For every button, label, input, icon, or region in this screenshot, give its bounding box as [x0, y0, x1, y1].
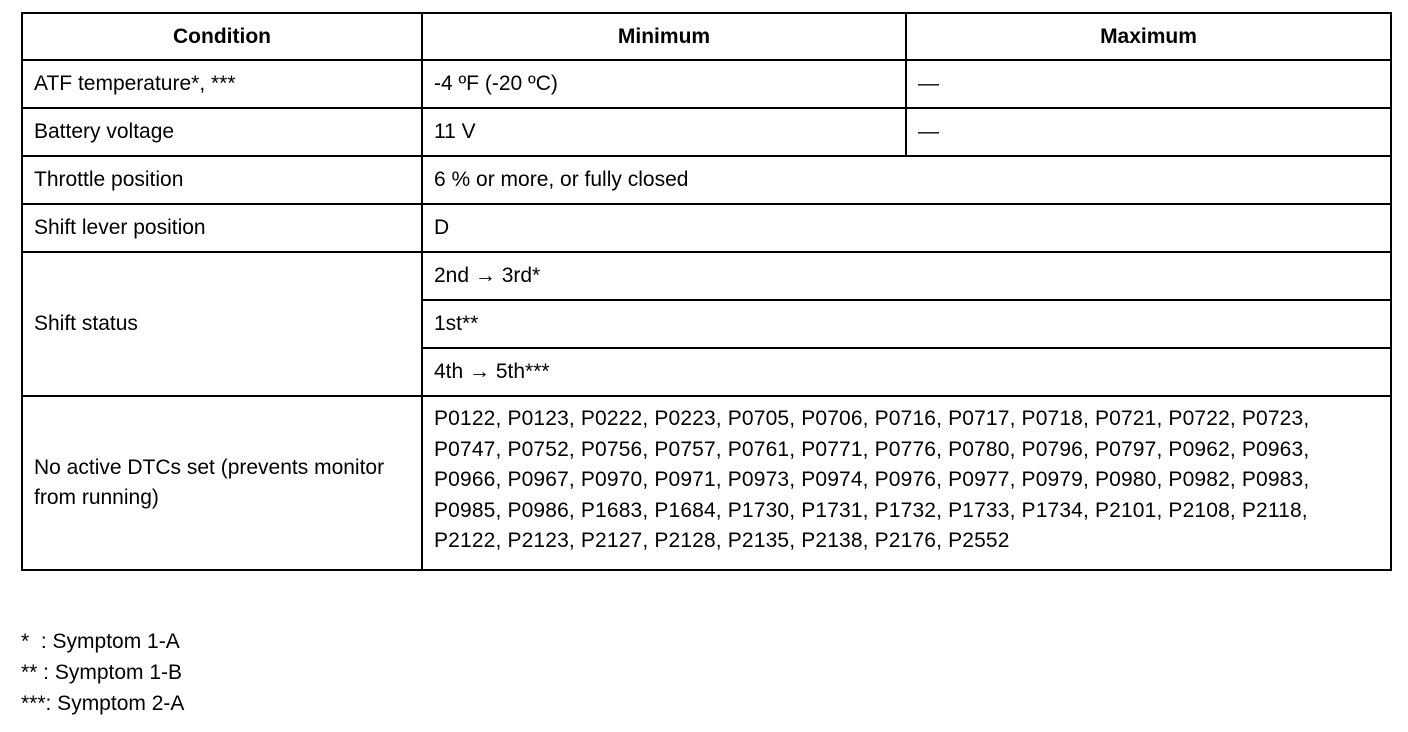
condition-cell: Battery voltage: [22, 108, 422, 156]
table-row-no-active-dtcs: [22, 396, 1391, 570]
header-minimum: Minimum: [422, 13, 906, 60]
footnote-symptom-1b: ** : Symptom 1-B: [21, 661, 183, 684]
conditions-table: [21, 12, 1392, 571]
value-cell: D: [422, 204, 1391, 252]
condition-cell: No active DTCs set (prevents monitor from running): [22, 396, 422, 570]
minimum-cell: 11 V: [422, 108, 906, 156]
maximum-cell: —: [906, 60, 1391, 108]
header-maximum: Maximum: [906, 13, 1391, 60]
shift-status-value-2: 1st**: [422, 300, 1391, 348]
dtc-list-cell: P0122, P0123, P0222, P0223, P0705, P0706, P0716, P0717, P0718, P0721, P0722, P0723, P0747, P0752, P0756, P0757, P0761, P0771, P0776, P0780, P0796, P0797, P0962, P0963, P0966, P0967, P0970, P0971, P0973, P0974, P0976, P0977, P0979, P0980, P0982, P0983, P0985, P0986, P1683, P1684, P1730, P1731, P1732, P1733, P1734, P2101, P2108, P2118, P2122, P2123, P2127, P2128, P2135, P2138, P2176, P2552: [422, 396, 1391, 570]
header-condition: Condition: [22, 13, 422, 60]
shift-status-value-1: 2nd → 3rd*: [422, 252, 1391, 300]
maximum-cell: —: [906, 108, 1391, 156]
table-row-shift-lever-position: [22, 204, 1391, 252]
minimum-cell: -4 ºF (-20 ºC): [422, 60, 906, 108]
table-row-atf-temperature: [22, 60, 1391, 108]
table-row-shift-status: [22, 252, 1391, 300]
shift-status-value-3: 4th → 5th***: [422, 348, 1391, 396]
footnotes: [21, 626, 184, 719]
condition-cell: Shift status: [22, 252, 422, 396]
condition-cell: Throttle position: [22, 156, 422, 204]
value-cell: 6 % or more, or fully closed: [422, 156, 1391, 204]
header-row: [22, 13, 1391, 60]
table-row-battery-voltage: [22, 108, 1391, 156]
footnote-symptom-2a: ***: Symptom 2-A: [21, 692, 185, 715]
condition-cell: Shift lever position: [22, 204, 422, 252]
table-row-throttle-position: [22, 156, 1391, 204]
footnote-symptom-1a: * : Symptom 1-A: [21, 630, 180, 653]
condition-cell: ATF temperature*, ***: [22, 60, 422, 108]
